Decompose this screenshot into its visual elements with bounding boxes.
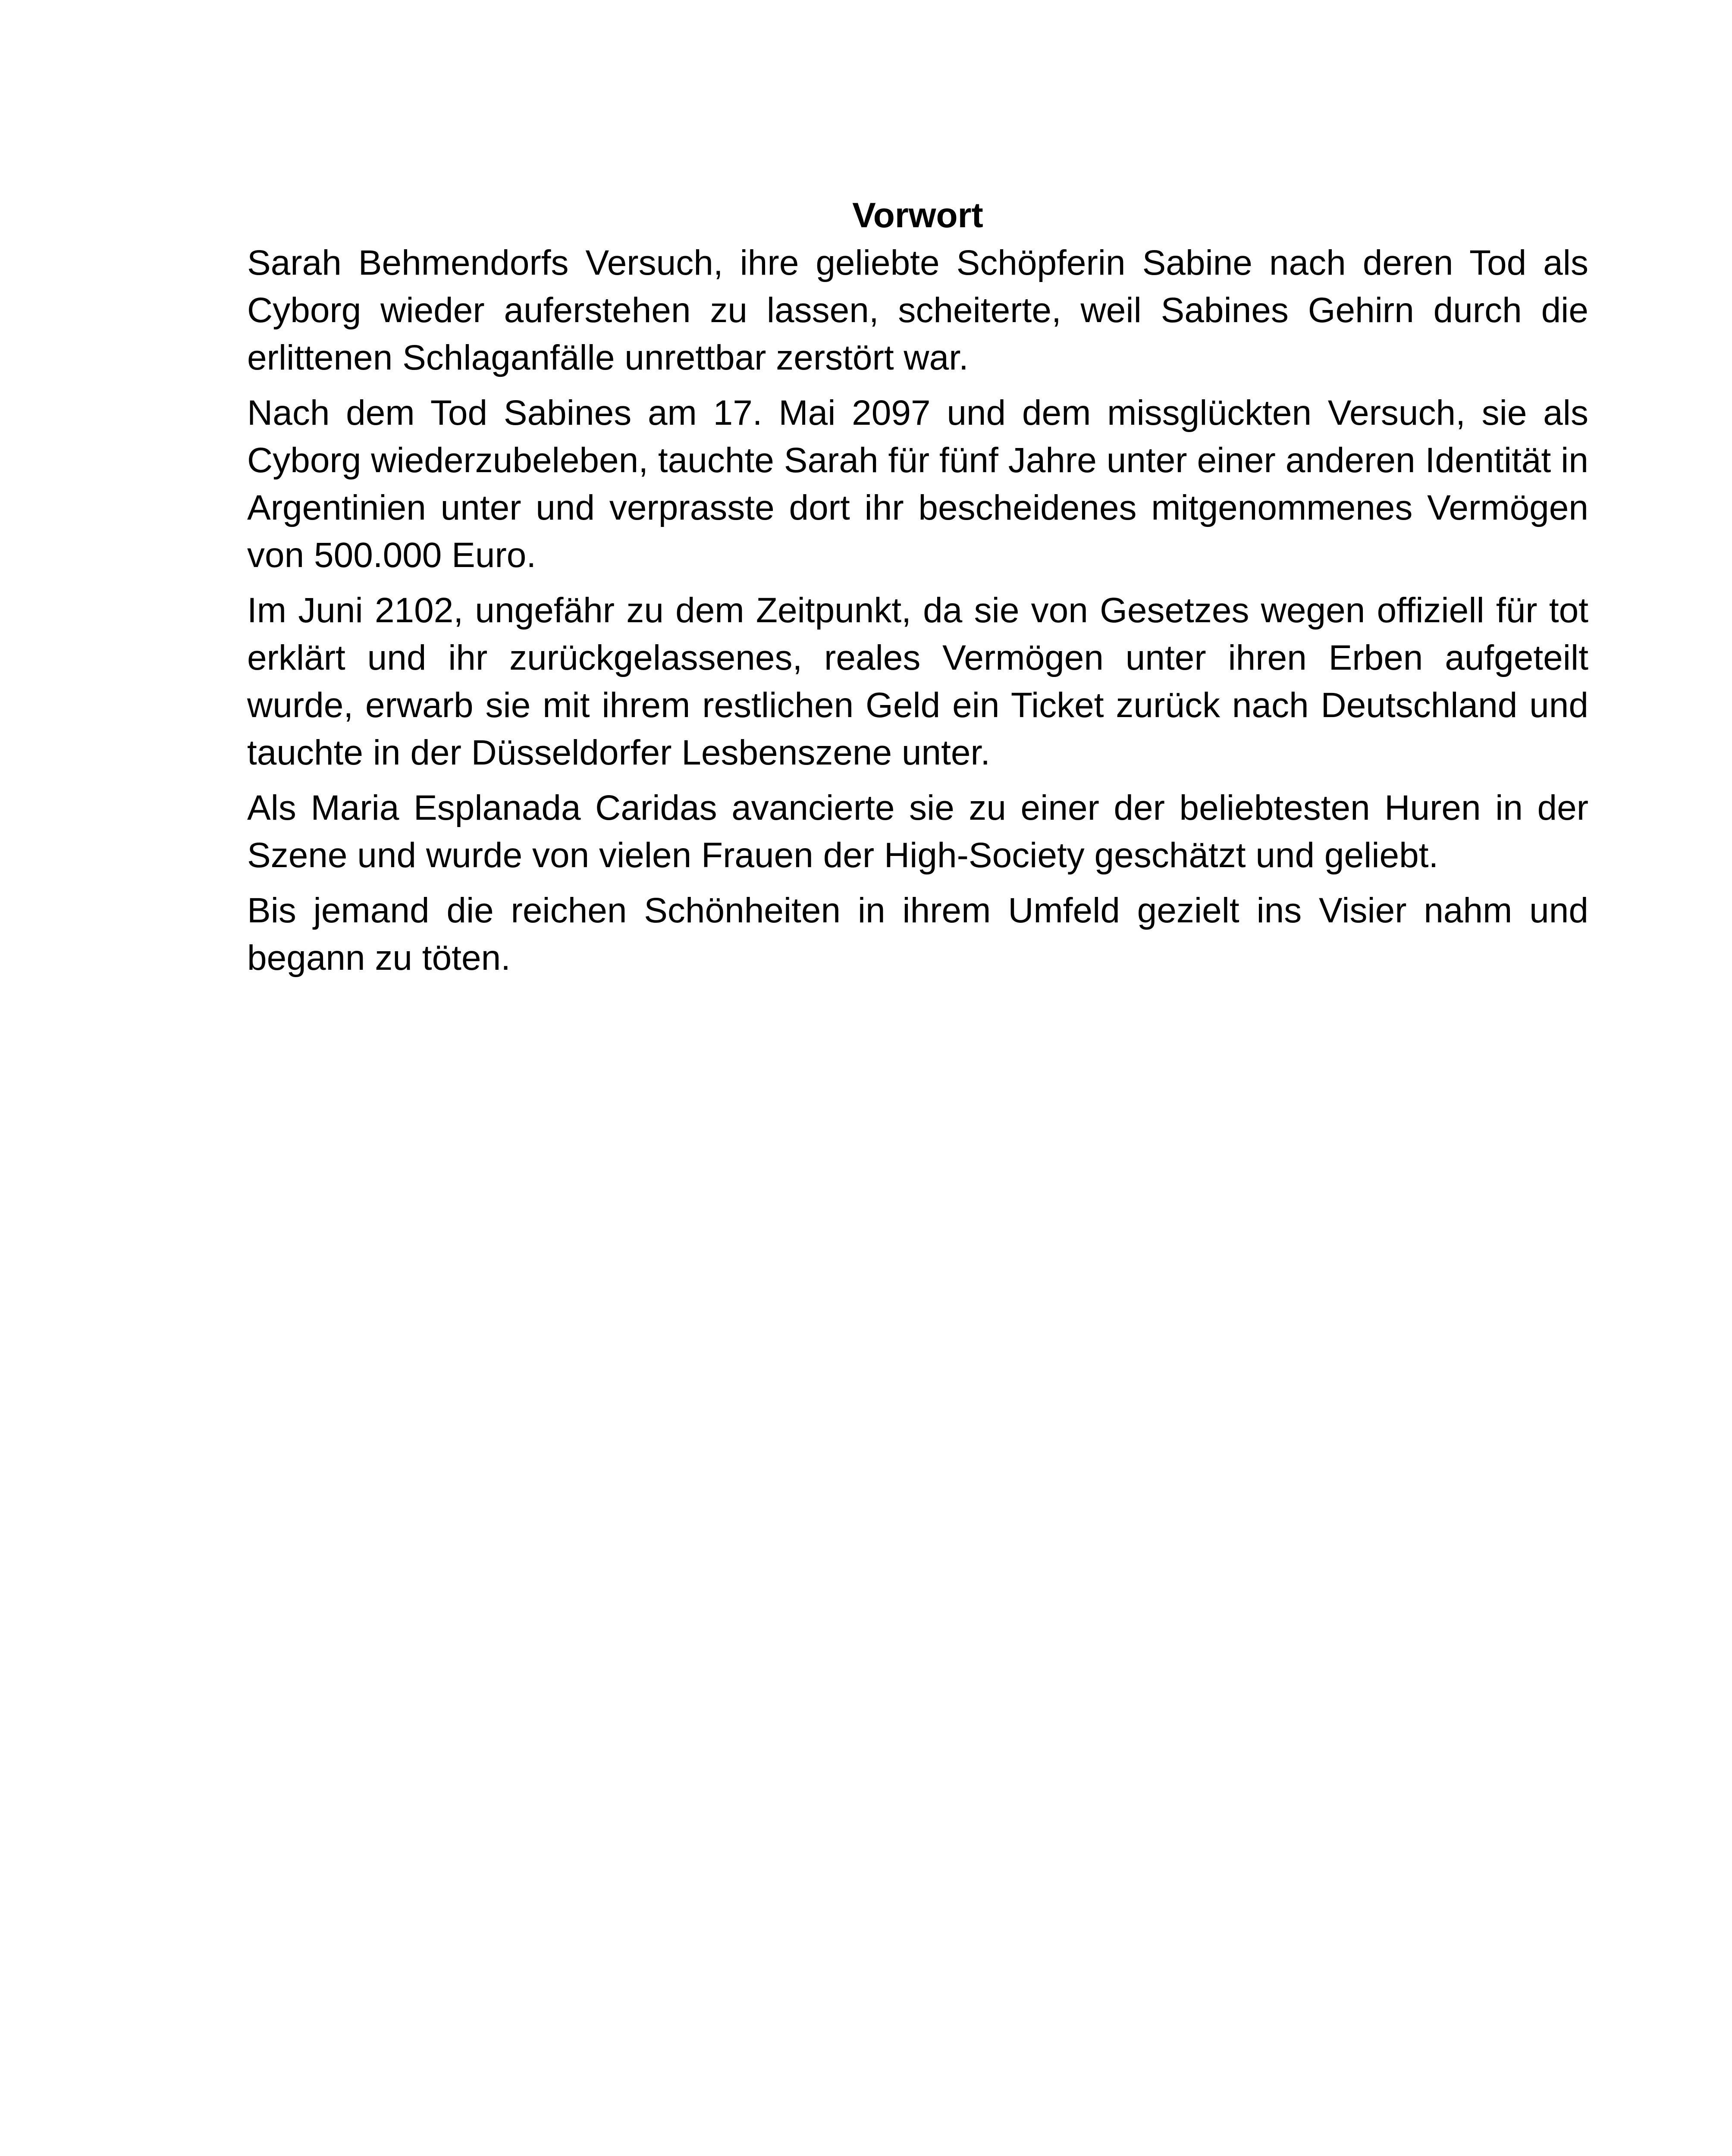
paragraph: Im Juni 2102, ungefähr zu dem Zeitpunkt, da sie von Gesetzes wegen offiziell für tot erklärt und ihr zurückgelassenes, reales Vermögen unter ihren Erben aufgeteilt wurde, erwarb sie mit ihrem restlichen Geld ein Ticket zurück nach Deutschland und tauchte in der Düsseldorfer Lesbenszene unter. [247,591,1588,772]
page-heading: Vorwort [852,196,983,235]
page-content [247,192,1588,990]
paragraph: Nach dem Tod Sabines am 17. Mai 2097 und dem missglückten Versuch, sie als Cyborg wiederzubeleben, tauchte Sarah für fünf Jahre unter einer anderen Identität in Argentinien unter und verprasste dort ihr bescheidenes mitgenommenes Vermögen von 500.000 Euro. [247,393,1588,575]
paragraph: Sarah Behmendorfs Versuch, ihre geliebte Schöpferin Sabine nach deren Tod als Cyborg wieder auferstehen zu lassen, scheiterte, weil Sabines Gehirn durch die erlittenen Schlaganfälle unrettbar zerstört war. [247,243,1588,377]
paragraph: Als Maria Esplanada Caridas avancierte sie zu einer der beliebtesten Huren in der Szene und wurde von vielen Frauen der High-Society geschätzt und geliebt. [247,788,1588,875]
paragraph: Bis jemand die reichen Schönheiten in ihrem Umfeld gezielt ins Visier nahm und begann zu töten. [247,891,1588,978]
